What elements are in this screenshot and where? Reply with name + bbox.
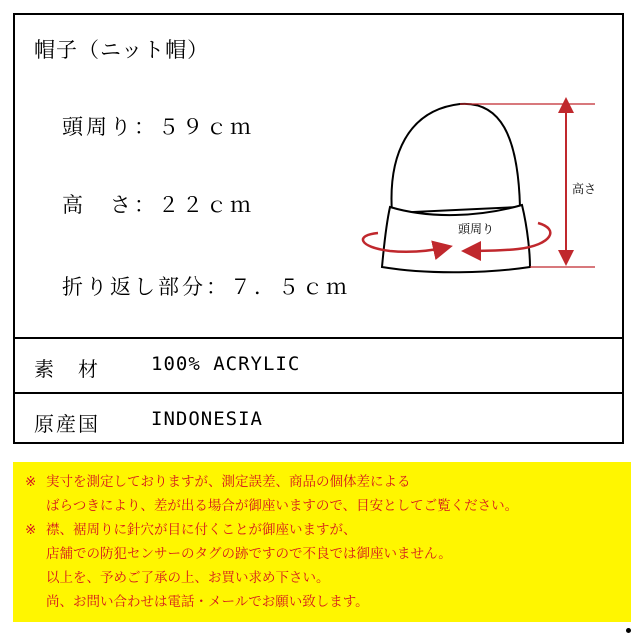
origin-label: 原産国 [34, 412, 100, 436]
notice-line [23, 590, 621, 614]
notice-text: 以上を、予めご了承の上、お買い求め下さい。 [46, 570, 330, 586]
divider-material [15, 337, 622, 339]
divider-origin [15, 392, 622, 394]
measurement-cuff: 折り返し部分：７．５ｃｍ [62, 275, 350, 299]
spec-table [13, 13, 624, 444]
notice-text: ばらつきにより、差が出る場合が御座いますので、目安としてご覧ください。 [46, 498, 519, 514]
material-label: 素 材 [34, 357, 100, 381]
notice-line [23, 542, 621, 566]
measurement-head-circumference: 頭周り：５９ｃｍ [62, 115, 254, 139]
note-mark: ※ [25, 522, 37, 538]
product-title: 帽子（ニット帽） [34, 38, 210, 62]
notice-box [13, 462, 631, 622]
notice-text: 襟、裾周りに針穴が目に付くことが御座いますが、 [46, 522, 357, 538]
notice-line [23, 494, 621, 518]
material-value: 100% ACRYLIC [151, 353, 301, 375]
beanie-cuff [382, 205, 530, 272]
measurement-height: 高 さ：２２ｃｍ [62, 193, 254, 217]
notice-line [23, 518, 621, 542]
notice-text: 店舗での防犯センサーのタグの跡ですので不良では御座いません。 [46, 546, 452, 562]
notice-line [23, 566, 621, 590]
notice-line [23, 470, 621, 494]
height-label: 高さ [572, 182, 597, 196]
corner-dot [626, 628, 631, 633]
beanie-dome [392, 104, 520, 213]
note-mark: ※ [25, 474, 37, 490]
origin-value: INDONESIA [151, 408, 263, 430]
notice-text: 実寸を測定しておりますが、測定誤差、商品の個体差による [46, 474, 411, 490]
circumference-label: 頭周り [458, 222, 495, 236]
beanie-diagram [350, 95, 600, 280]
notice-text: 尚、お問い合わせは電話・メールでお願い致します。 [46, 594, 369, 610]
